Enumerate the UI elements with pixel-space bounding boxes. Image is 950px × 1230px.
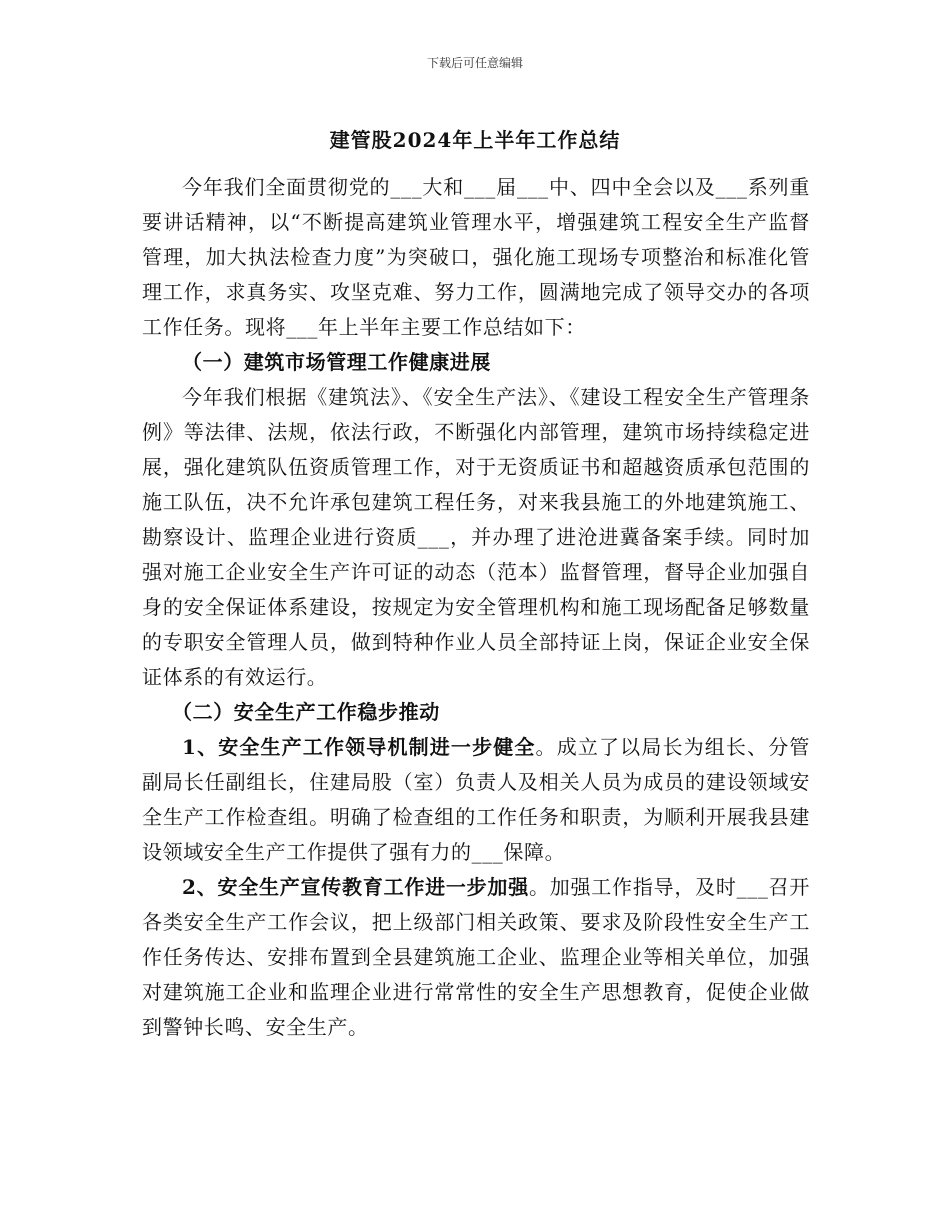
header-note: 下载后可任意编辑 bbox=[426, 56, 523, 70]
document-title: 建管股2024年上半年工作总结 bbox=[329, 128, 621, 152]
section-heading-1: （一）建筑市场管理工作健康进展 bbox=[182, 350, 491, 374]
safety-mechanism-paragraph bbox=[142, 730, 810, 870]
section-heading-2: （二）安全生产工作稳步推动 bbox=[172, 700, 440, 724]
safety-education-paragraph bbox=[142, 870, 810, 1045]
safety-mechanism-text: 。成立了以局长为组长、分管副局长任副组长，住建局股（室）负责人及相关人员为成员的建设领域安全生产工作检查组。明确了检查组的工作任务和职责，为顺利开展我县建设领域安全生产工作提供了强有力的___保障。 bbox=[142, 735, 810, 864]
safety-education-text: 。加强工作指导，及时___召开各类安全生产工作会议，把上级部门相关政策、要求及阶段性安全生产工作任务传达、安排布置到全县建筑施工企业、监理企业等相关单位，加强对建筑施工企业和监理企业进行常常性的安全生产思想教育，促使企业做到警钟长鸣、安全生产。 bbox=[142, 875, 811, 1039]
intro-paragraph: 今年我们全面贯彻党的___大和___届___中、四中全会以及___系列重要讲话精神，以“不断提高建筑业管理水平，增强建筑工程安全生产监督管理，加大执法检查力度”为突破口，强化施工现场专项整治和标准化管理工作，求真务实、攻坚克难、努力工作，圆满地完成了领导交办的各项工作任务。现将___年上半年主要工作总结如下： bbox=[142, 175, 810, 339]
safety-education-lead: 2、安全生产宣传教育工作进一步加强 bbox=[182, 875, 529, 899]
market-management-paragraph: 今年我们根据《建筑法》、《安全生产法》、《建设工程安全生产管理条例》等法律、法规，依法行政，不断强化内部管理，建筑市场持续稳定进展，强化建筑队伍资质管理工作，对于无资质证书和超越资质承包范围的施工队伍，决不允许承包建筑工程任务，对来我县施工的外地建筑施工、勘察设计、监理企业进行资质___，并办理了进沧进冀备案手续。同时加强对施工企业安全生产许可证的动态（范本）监督管理，督导企业加强自身的安全保证体系建设，按规定为安全管理机构和施工现场配备足够数量的专职安全管理人员，做到特种作业人员全部持证上岗，保证企业安全保证体系的有效运行。 bbox=[142, 385, 810, 689]
safety-mechanism-lead: 1、安全生产工作领导机制进一步健全 bbox=[182, 735, 536, 759]
document-body bbox=[142, 170, 810, 1045]
